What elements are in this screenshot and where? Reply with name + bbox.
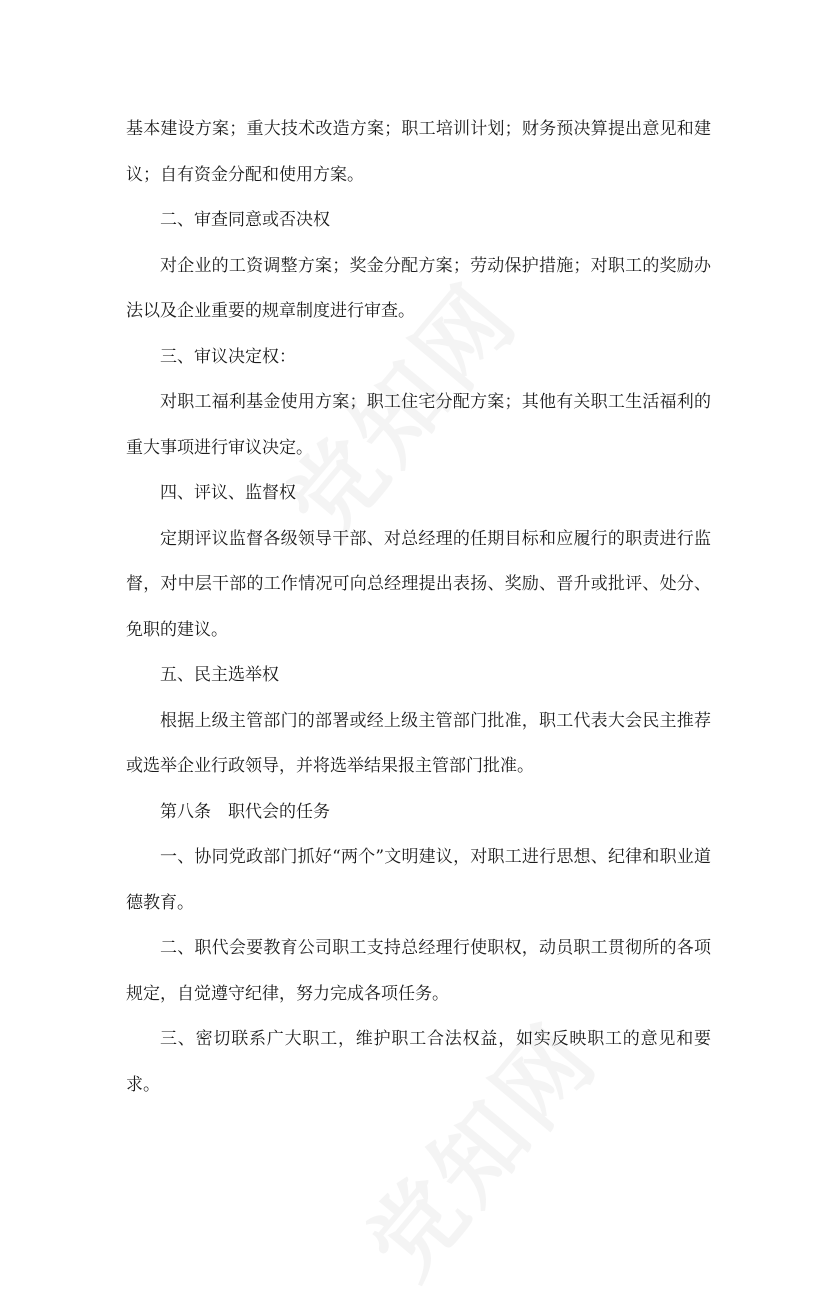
task-item-2: 二、职代会要教育公司职工支持总经理行使职权，动员职工贯彻所的各项规定，自觉遵守纪律，努力完成各项任务。 — [126, 938, 711, 1004]
task-item-1: 一、协同党政部门抓好“两个”文明建议，对职工进行思想、纪律和职业道德教育。 — [126, 847, 711, 913]
paragraph-review-veto: 对企业的工资调整方案；奖金分配方案；劳动保护措施；对职工的奖励办法以及企业重要的规章制度进行审查。 — [126, 255, 711, 321]
article-eight-title: 第八条 职代会的任务 — [160, 801, 330, 822]
document-body — [126, 107, 711, 1108]
paragraph-evaluation: 定期评议监督各级领导干部、对总经理的任期目标和应履行的职责进行监督，对中层干部的工作情况可向总经理提出表扬、奖励、晋升或批评、处分、免职的建议。 — [126, 528, 711, 640]
paragraph-election: 根据上级主管部门的部署或经上级主管部门批准，职工代表大会民主推荐或选举企业行政领导，并将选举结果报主管部门批准。 — [126, 710, 711, 776]
heading-election: 五、民主选举权 — [160, 665, 279, 685]
task-item-3: 三、密切联系广大职工，维护职工合法权益，如实反映职工的意见和要求。 — [126, 1029, 711, 1095]
heading-review-veto: 二、审查同意或否决权 — [160, 210, 330, 230]
heading-deliberation: 三、审议决定权： — [160, 346, 296, 367]
heading-evaluation: 四、评议、监督权 — [160, 483, 296, 503]
paragraph-continuation: 基本建设方案；重大技术改造方案；职工培训计划；财务预决算提出意见和建议；自有资金分配和使用方案。 — [126, 119, 711, 185]
paragraph-deliberation: 对职工福利基金使用方案；职工住宅分配方案；其他有关职工生活福利的重大事项进行审议决定。 — [126, 392, 711, 458]
